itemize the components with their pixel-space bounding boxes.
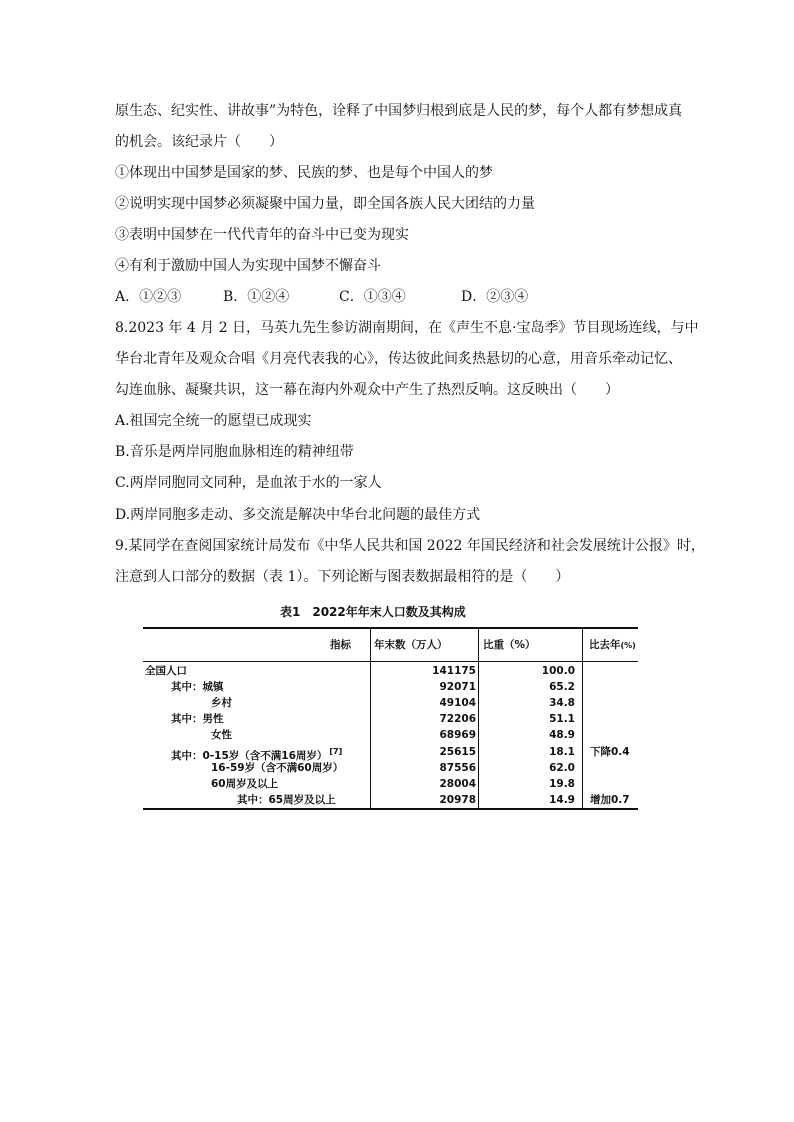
table-row <box>143 727 638 743</box>
table-row <box>143 679 638 695</box>
table-body <box>143 662 638 810</box>
header-divider-2 <box>478 629 479 661</box>
header-year-end: 年末数（万人） <box>374 639 448 651</box>
row-share: 48.9 <box>549 729 575 741</box>
row-label: 其中：男性 <box>171 713 224 725</box>
row-share: 19.8 <box>549 778 575 790</box>
q7-intro-line-1: 原生态、纪实性、讲故事”为特色，诠释了中国梦归根到底是人民的梦，每个人都有梦想成真 <box>115 103 683 119</box>
table-row <box>143 760 638 776</box>
row-value: 141175 <box>432 665 476 677</box>
header-change-label: 比去年 <box>589 639 621 651</box>
row-value: 28004 <box>439 778 476 790</box>
row-value: 72206 <box>439 713 476 725</box>
q7-statement-1: ①体现出中国梦是国家的梦、民族的梦、也是每个中国人的梦 <box>115 165 493 181</box>
row-share: 34.8 <box>549 697 575 709</box>
header-divider-3 <box>582 629 583 661</box>
q7-option-d[interactable]: D．②③④ <box>461 289 529 305</box>
row-value: 87556 <box>439 762 476 774</box>
q9-stem-line-1: 9.某同学在查阅国家统计局发布《中华人民共和国 2022 年国民经济和社会发展统计公报》时， <box>115 538 705 554</box>
header-change <box>589 629 636 661</box>
q8-stem-line-3: 勾连血脉、凝聚共识，这一幕在海内外观众中产生了热烈反响。这反映出（ ） <box>115 382 619 398</box>
table-row <box>143 792 638 808</box>
row-value: 49104 <box>439 697 476 709</box>
row-label: 其中：65周岁及以上 <box>237 794 336 806</box>
row-label-text: 其中：0-15岁（含不满16周岁） <box>171 750 328 762</box>
header-change-unit: (%) <box>620 641 636 650</box>
row-label: 16-59岁（含不满60周岁） <box>211 762 344 774</box>
table-row <box>143 744 638 760</box>
row-value: 68969 <box>439 729 476 741</box>
table-row <box>143 776 638 792</box>
q8-option-a[interactable]: A.祖国完全统一的愿望已成现实 <box>115 413 312 429</box>
row-value: 92071 <box>439 681 476 693</box>
q7-option-a[interactable]: A．①②③ <box>115 289 182 305</box>
population-table <box>143 627 638 810</box>
row-label: 女性 <box>211 729 232 741</box>
table-row <box>143 695 638 711</box>
header-divider-1 <box>370 629 371 661</box>
q8-stem-line-2: 华台北青年及观众合唱《月亮代表我的心》，传达彼此间炙热悬切的心意，用音乐牵动记忆、 <box>115 351 682 367</box>
q7-option-b[interactable]: B．①②④ <box>223 289 290 305</box>
row-label: 乡村 <box>211 697 232 709</box>
row-share: 51.1 <box>549 713 575 725</box>
q9-stem-line-2: 注意到人口部分的数据（表 1）。下列论断与图表数据最相符的是（ ） <box>115 569 570 585</box>
row-label: 全国人口 <box>145 665 187 677</box>
q7-statement-4: ④有利于激励中国人为实现中国梦不懈奋斗 <box>115 258 381 274</box>
row-share: 100.0 <box>541 665 575 677</box>
header-indicator: 指标 <box>330 639 351 651</box>
q8-option-c[interactable]: C.两岸同胞同文同种，是血浓于水的一家人 <box>115 475 382 491</box>
row-label: 其中：城镇 <box>171 681 224 693</box>
table-header <box>143 627 638 662</box>
q8-option-b[interactable]: B.音乐是两岸同胞血脉相连的精神纽带 <box>115 444 354 460</box>
row-change: 增加0.7 <box>590 794 630 806</box>
table-title: 表1 2022年年末人口数及其构成 <box>280 605 466 619</box>
table-row <box>143 663 638 679</box>
row-change: 下降0.4 <box>590 746 630 758</box>
q8-option-d[interactable]: D.两岸同胞多走动、多交流是解决中华台北问题的最佳方式 <box>115 507 481 523</box>
row-share: 14.9 <box>549 794 575 806</box>
q8-stem-line-1: 8.2023 年 4 月 2 日，马英九先生参访湖南期间，在《声生不息·宝岛季》节目现场连线，与中 <box>115 320 699 336</box>
q7-statement-2: ②说明实现中国梦必须凝聚中国力量，即全国各族人民大团结的力量 <box>115 196 535 212</box>
table-row <box>143 711 638 727</box>
q7-option-c[interactable]: C．①③④ <box>339 289 406 305</box>
row-value: 20978 <box>439 794 476 806</box>
row-value: 25615 <box>439 746 476 758</box>
row-share: 18.1 <box>549 746 575 758</box>
row-label: 60周岁及以上 <box>211 778 279 790</box>
q7-options <box>115 287 675 307</box>
q7-statement-3: ③表明中国梦在一代代青年的奋斗中已变为现实 <box>115 227 409 243</box>
row-share: 62.0 <box>549 762 575 774</box>
header-share: 比重（%） <box>483 639 536 651</box>
footnote-mark: [7] <box>329 747 343 756</box>
q7-intro-line-2: 的机会。该纪录片（ ） <box>115 134 283 150</box>
row-share: 65.2 <box>549 681 575 693</box>
